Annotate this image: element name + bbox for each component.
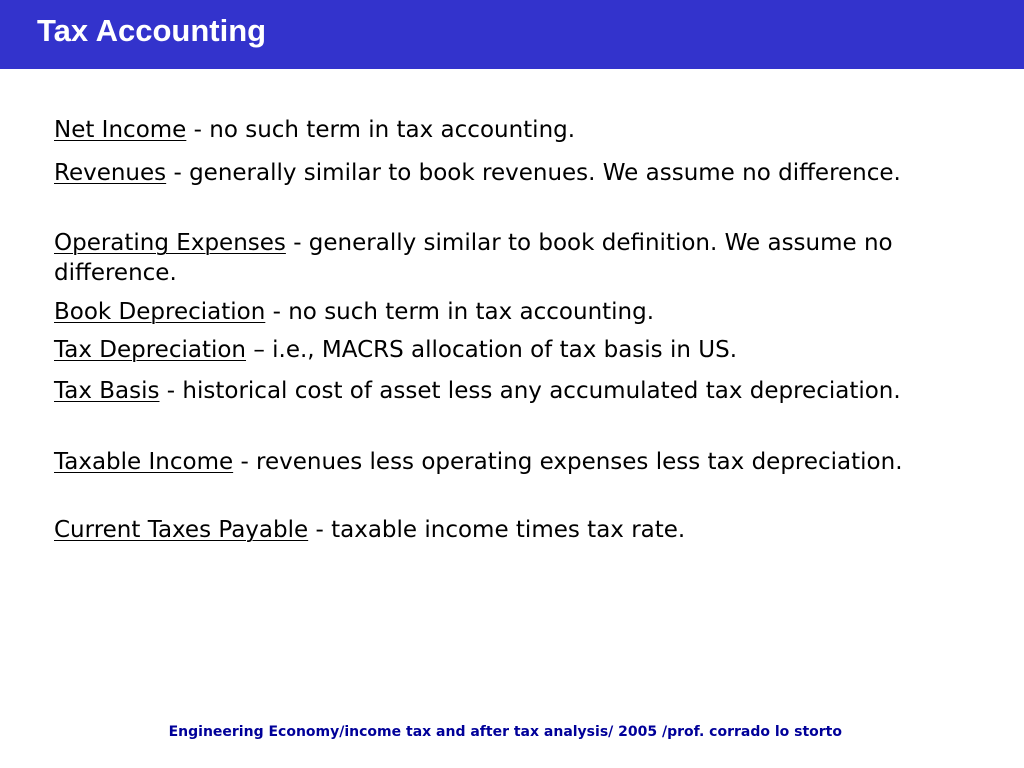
definition-description: - taxable income times tax rate. bbox=[308, 517, 686, 543]
definition-item bbox=[54, 374, 904, 409]
definition-term: Tax Basis bbox=[54, 378, 160, 404]
definition-item bbox=[54, 114, 904, 146]
definition-term: Tax Depreciation bbox=[54, 337, 247, 363]
definition-description: - no such term in tax accounting. bbox=[186, 117, 576, 143]
definition-term: Book Depreciation bbox=[54, 299, 266, 325]
definition-term: Current Taxes Payable bbox=[54, 517, 309, 543]
definition-item bbox=[54, 447, 904, 477]
definition-description: - generally similar to book definition. We assume no difference. bbox=[54, 230, 893, 286]
slide-title: Tax Accounting bbox=[37, 13, 267, 48]
definition-description: - generally similar to book revenues. We assume no difference. bbox=[166, 160, 901, 186]
definition-item bbox=[54, 334, 904, 366]
definition-term: Revenues bbox=[54, 160, 167, 186]
definition-description: – i.e., MACRS allocation of tax basis in US. bbox=[246, 337, 738, 363]
title-bar bbox=[0, 0, 1024, 69]
definition-item bbox=[54, 296, 904, 328]
definition-item bbox=[54, 156, 904, 191]
definition-term: Operating Expenses bbox=[54, 230, 286, 256]
definition-term: Taxable Income bbox=[54, 449, 234, 475]
definition-term: Net Income bbox=[54, 117, 187, 143]
definition-description: - historical cost of asset less any accumulated tax depreciation. bbox=[159, 378, 901, 404]
definition-item bbox=[54, 514, 904, 546]
definition-description: - revenues less operating expenses less tax depreciation. bbox=[233, 449, 903, 475]
definition-description: - no such term in tax accounting. bbox=[265, 299, 655, 325]
definition-item bbox=[54, 228, 904, 288]
slide-footer: Engineering Economy/income tax and after tax analysis/ 2005 /prof. corrado lo storto bbox=[168, 724, 842, 740]
